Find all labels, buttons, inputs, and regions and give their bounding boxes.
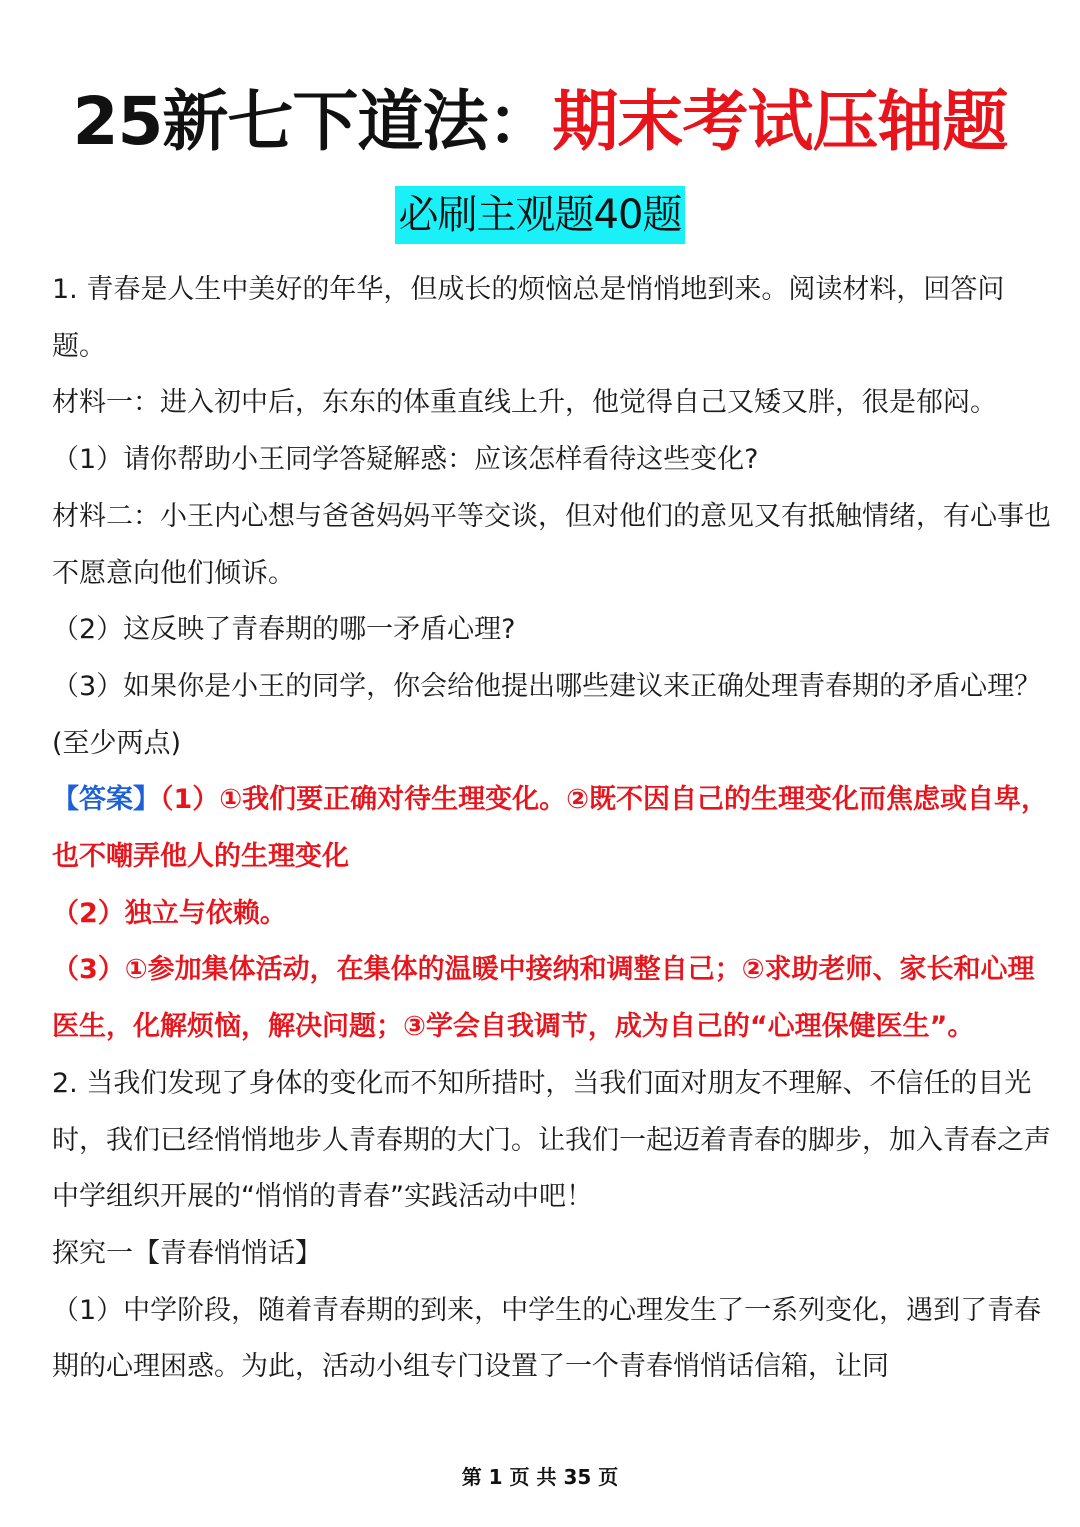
question-2-explore-1: 探究一【青春悄悄话】	[52, 1237, 322, 1269]
question-1-answer-1	[52, 772, 1052, 885]
question-1-stem: 1. 青春是人生中美好的年华，但成长的烦恼总是悄悄地到来。阅读材料，回答问题。	[52, 274, 1005, 362]
document-body	[52, 262, 1052, 1396]
title-prefix: 25新七下道法：	[72, 83, 553, 160]
question-1-sub-2: （2）这反映了青春期的哪一矛盾心理?	[52, 614, 516, 646]
question-1-material-1: 材料一：进入初中后，东东的体重直线上升，他觉得自己又矮又胖，很是郁闷。	[52, 387, 997, 419]
page-title	[0, 78, 1080, 166]
answer-tag: 【答案】	[52, 784, 160, 816]
question-1-answer-3: （3）①参加集体活动，在集体的温暖中接纳和调整自己；②求助老师、家长和心理医生，化解烦恼，解决问题；③学会自我调节，成为自己的“心理保健医生”。	[52, 954, 1035, 1043]
page-footer: 第 1 页 共 35 页	[461, 1465, 619, 1489]
subtitle-banner: 必刷主观题40题	[395, 186, 686, 244]
question-1-material-2: 材料二：小王内心想与爸爸妈妈平等交谈，但对他们的意见又有抵触情绪，有心事也不愿意向他们倾诉。	[52, 500, 1051, 589]
answer-1-text: （1）①我们要正确对待生理变化。②既不因自己的生理变化而焦虑或自卑，也不嘲弄他人的生理变化	[52, 784, 1049, 873]
question-1-answer-2: （2）独立与依赖。	[52, 897, 287, 929]
subtitle-container	[0, 186, 1080, 244]
title-highlight: 期末考试压轴题	[552, 83, 1008, 160]
question-1-sub-3: （3）如果你是小王的同学，你会给他提出哪些建议来正确处理青春期的矛盾心理？(至少两点)	[52, 670, 1042, 759]
question-1-sub-1: （1）请你帮助小王同学答疑解惑：应该怎样看待这些变化?	[52, 444, 759, 476]
question-2-sub-1: （1）中学阶段，随着青春期的到来，中学生的心理发生了一系列变化，遇到了青春期的心理困惑。为此，活动小组专门设置了一个青春悄悄话信箱，让同	[52, 1294, 1042, 1383]
question-2-stem: 2. 当我们发现了身体的变化而不知所措时，当我们面对朋友不理解、不信任的目光时，我们已经悄悄地步人青春期的大门。让我们一起迈着青春的脚步，加入青春之声中学组织开展的“悄悄的青春”实践活动中吧！	[52, 1067, 1051, 1213]
